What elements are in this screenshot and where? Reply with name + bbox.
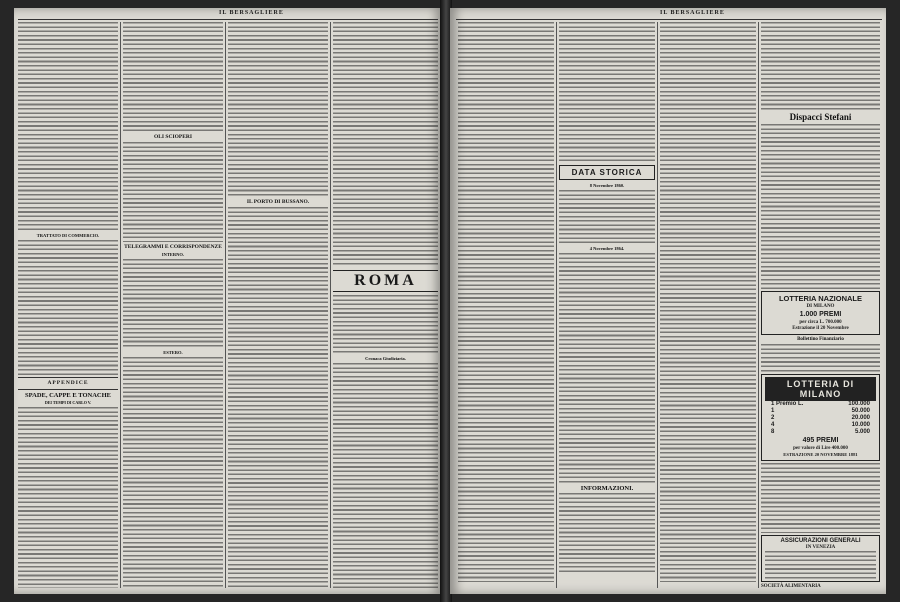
assicurazioni-city: IN VENEZIA [805,545,836,550]
lotteria-nazionale-total: per circa L. 700.000 [799,320,842,325]
left-column-2 [123,22,223,588]
oli-scioperi-heading: OLI SCIOPERI [153,134,193,140]
lotteria-nazionale-title: LOTTERIA NAZIONALE [778,294,863,303]
feuilleton-subtitle: DEI TEMPI DI CARLO V. [44,400,92,405]
telegrammi-heading: TELEGRAMMI E CORRISPONDENZE [124,244,222,250]
left-page [14,8,442,594]
right-column-1 [458,22,554,588]
left-running-head: IL BERSAGLIERE [219,10,284,16]
data-storica-date-2: 4 Novembre 1864. [589,246,625,251]
prize-row: 1 50.000 [771,408,870,414]
lotteria-nazionale-ad [761,291,880,335]
prize-row: 4 10.000 [771,422,870,428]
lotteria-nazionale-draw: Estrazione il 20 Novembre [792,326,849,331]
lotteria-milano-valore: per valore di Lire 400.000 [793,446,848,451]
assicurazioni-ad [761,535,880,582]
lotteria-milano-premi: 495 PREMI [802,437,839,444]
lotteria-milano-title: LOTTERIA DI MILANO [765,377,876,401]
societa-alimentaria: SOCIETÀ ALIMENTARIA [761,584,821,588]
assicurazioni-title: ASSICURAZIONI GENERALI [780,538,861,544]
right-page [450,8,886,594]
right-column-4 [761,22,880,588]
interno-subheading: INTERNO. [161,252,185,257]
feuilleton-title: SPADE, CAPPE E TONACHE [25,392,111,399]
left-top-rule [18,19,438,20]
informazioni-heading: INFORMAZIONI. [580,485,634,492]
right-column-3 [660,22,756,588]
left-column-4 [333,22,438,588]
data-storica-date: 8 Novembre 1860. [589,183,625,188]
bollettino-heading: Bollettino Finanziario [797,337,844,342]
left-column-3 [228,22,328,588]
lotteria-milano-ad [761,374,880,461]
cronaca-heading: Cronaca Giudiziaria. [365,356,406,361]
left-column-1 [18,22,118,588]
data-storica-heading: DATA STORICA [559,165,655,180]
lotteria-nazionale-city: DI MILANO [806,304,835,309]
porto-heading: IL PORTO DI BUSSANO. [246,199,310,205]
right-column-2 [559,22,655,588]
right-running-head: IL BERSAGLIERE [660,10,725,16]
appendice-heading: APPENDICE [47,380,89,386]
dispacci-heading: Dispacci Stefani [789,112,852,122]
estero-subheading: ESTERO. [163,350,183,355]
lotteria-nazionale-prizes: 1.000 PREMI [799,311,842,318]
prize-row: 8 5.000 [771,429,870,435]
prize-row: 2 20.000 [771,415,870,421]
roma-heading: ROMA [333,270,438,292]
lotteria-milano-estrazione: ESTRAZIONE 20 NOVEMBRE 1881 [783,452,858,457]
trattati-heading: TRATTATO DI COMMERCIO. [36,233,100,238]
prize-row: 1 Premio L. 100.000 [771,401,870,407]
